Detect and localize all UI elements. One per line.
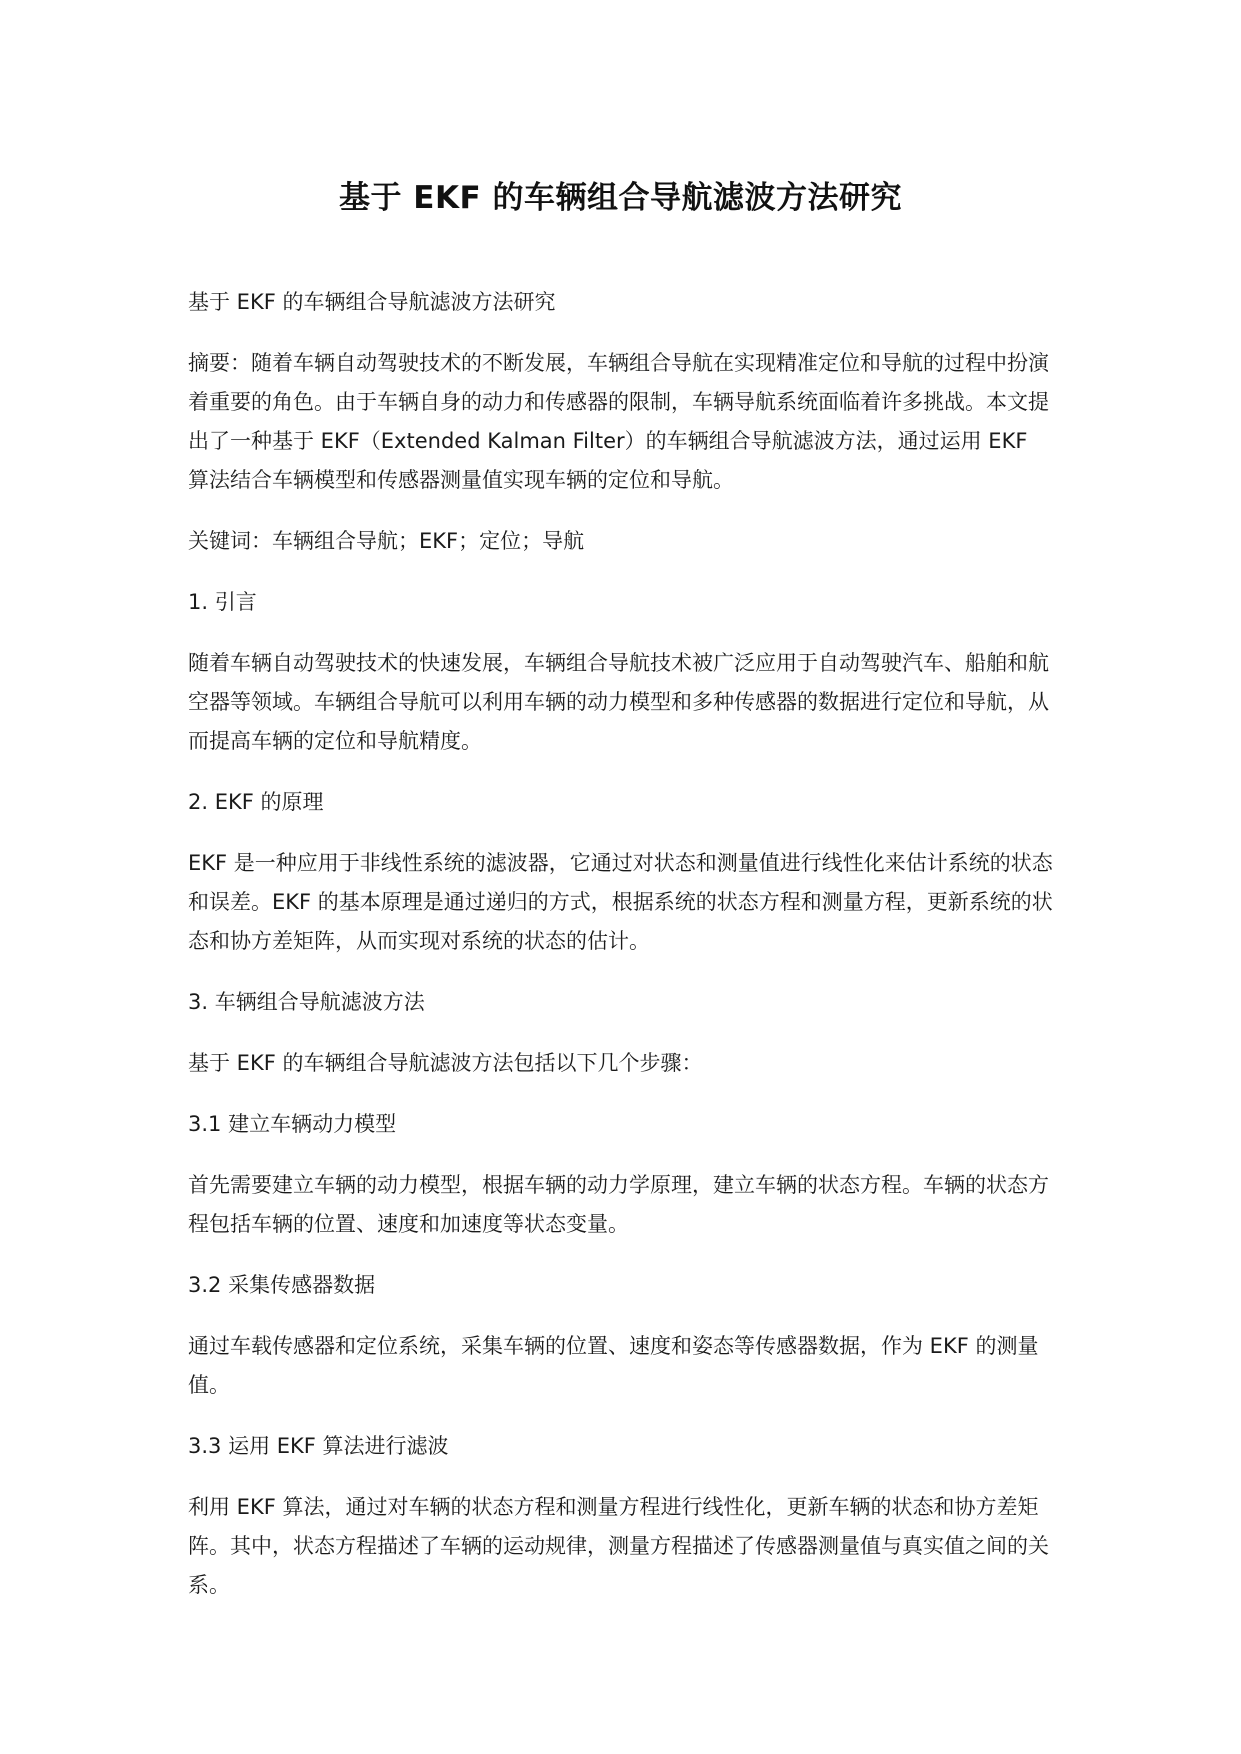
section-body-ekf-principle: EKF 是一种应用于非线性系统的滤波器，它通过对状态和测量值进行线性化来估计系统的状态和误差。EKF 的基本原理是通过递归的方式，根据系统的状态方程和测量方程，更新系统的状态和协方差矩阵，从而实现对系统的状态的估计。 [188, 851, 1053, 953]
section-body-dynamic-model: 首先需要建立车辆的动力模型，根据车辆的动力学原理，建立车辆的状态方程。车辆的状态方程包括车辆的位置、速度和加速度等状态变量。 [188, 1173, 1049, 1236]
section-heading-introduction: 1. 引言 [188, 590, 257, 614]
abstract-paragraph: 摘要：随着车辆自动驾驶技术的不断发展，车辆组合导航在实现精准定位和导航的过程中扮演着重要的角色。由于车辆自身的动力和传感器的限制，车辆导航系统面临着许多挑战。本文提出了一种基于 EKF（Extended Kalman Filter）的车辆组合导航滤波方法，通过运用 EKF 算法结合车辆模型和传感器测量值实现车辆的定位和导航。 [188, 351, 1049, 492]
section-heading-ekf-filtering: 3.3 运用 EKF 算法进行滤波 [188, 1434, 449, 1458]
section-body-introduction: 随着车辆自动驾驶技术的快速发展，车辆组合导航技术被广泛应用于自动驾驶汽车、船舶和航空器等领域。车辆组合导航可以利用车辆的动力模型和多种传感器的数据进行定位和导航，从而提高车辆的定位和导航精度。 [188, 651, 1049, 753]
section-heading-ekf-principle: 2. EKF 的原理 [188, 790, 324, 814]
section-body-sensor-data: 通过车载传感器和定位系统，采集车辆的位置、速度和姿态等传感器数据，作为 EKF 的测量值。 [188, 1334, 1039, 1397]
section-heading-dynamic-model: 3.1 建立车辆动力模型 [188, 1112, 397, 1136]
document-subtitle: 基于 EKF 的车辆组合导航滤波方法研究 [188, 290, 556, 314]
section-heading-filter-method: 3. 车辆组合导航滤波方法 [188, 990, 425, 1014]
section-heading-sensor-data: 3.2 采集传感器数据 [188, 1273, 376, 1297]
section-body-filter-method: 基于 EKF 的车辆组合导航滤波方法包括以下几个步骤： [188, 1051, 703, 1075]
document-title: 基于 EKF 的车辆组合导航滤波方法研究 [339, 180, 902, 216]
section-body-ekf-filtering: 利用 EKF 算法，通过对车辆的状态方程和测量方程进行线性化，更新车辆的状态和协方差矩阵。其中，状态方程描述了车辆的运动规律，测量方程描述了传感器测量值与真实值之间的关系。 [188, 1495, 1049, 1597]
document-body [188, 283, 1054, 1627]
keywords-line: 关键词：车辆组合导航；EKF；定位；导航 [188, 529, 585, 553]
